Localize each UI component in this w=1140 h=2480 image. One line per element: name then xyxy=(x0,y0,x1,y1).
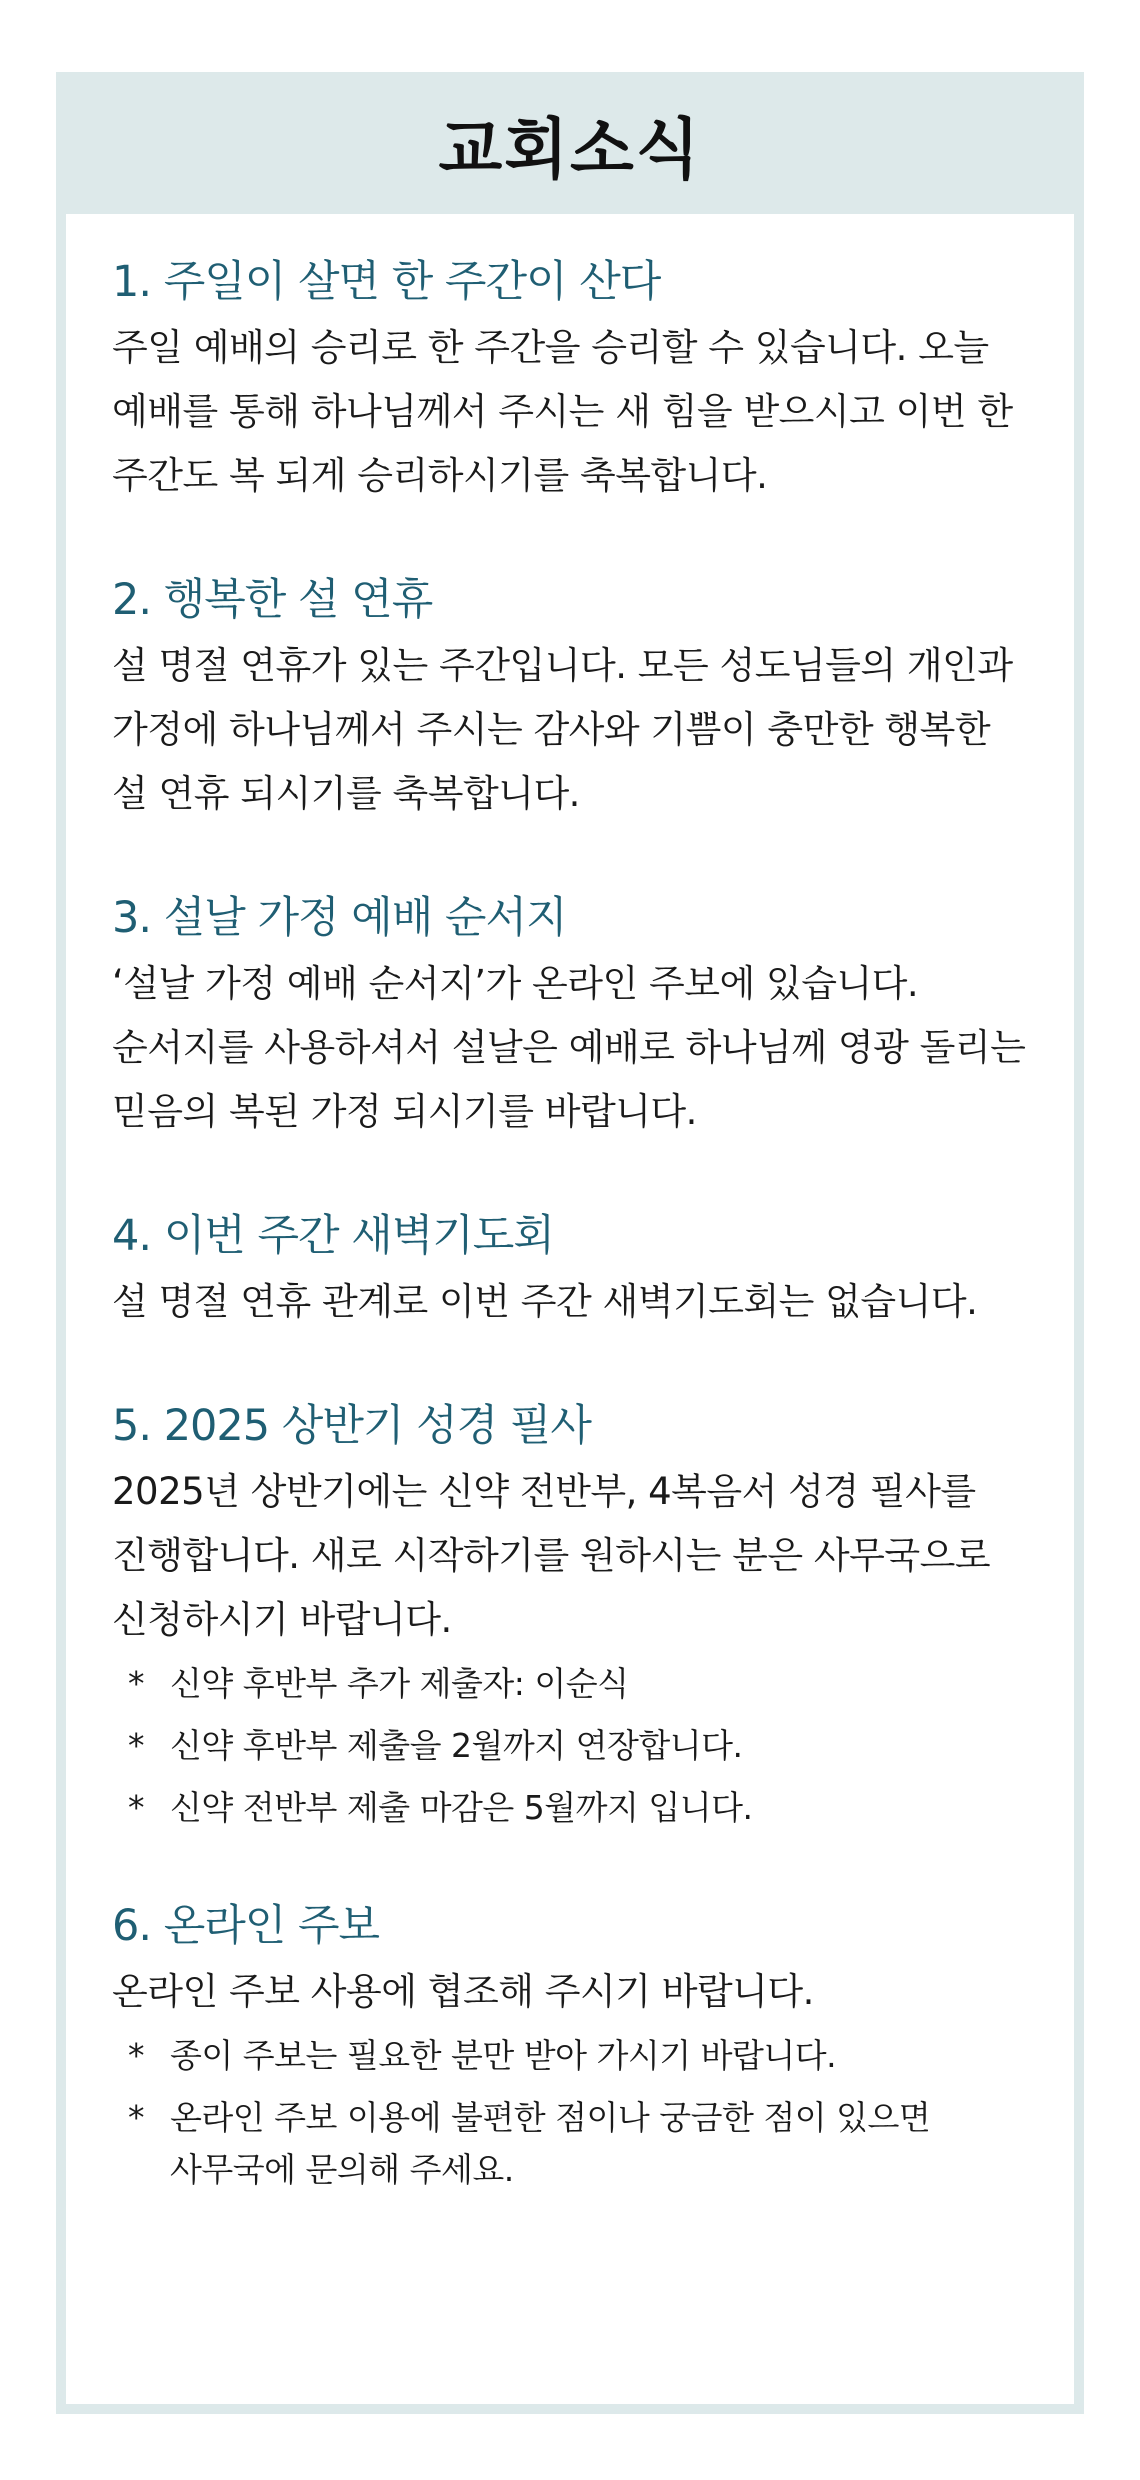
news-content xyxy=(66,214,1074,2404)
news-section-6 xyxy=(112,1894,1034,2196)
bullet-item xyxy=(112,1720,1034,1772)
asterisk-icon: * xyxy=(128,1664,144,1703)
page-title: 교회소식 xyxy=(438,110,702,188)
news-section-1 xyxy=(112,250,1034,508)
section-body: 주일 예배의 승리로 한 주간을 승리할 수 있습니다. 오늘 예배를 통해 하나님께서 주시는 새 힘을 받으시고 이번 한 주간도 복 되게 승리하시기를 축복합니다. xyxy=(112,326,1013,497)
news-section-4 xyxy=(112,1204,1034,1334)
bullet-list xyxy=(112,2030,1034,2196)
section-title: 6. 온라인 주보 xyxy=(112,1901,380,1951)
asterisk-icon: * xyxy=(128,1788,144,1827)
section-body: ‘설날 가정 예배 순서지’가 온라인 주보에 있습니다. 순서지를 사용하셔서 설날은 예배로 하나님께 영광 돌리는 믿음의 복된 가정 되시기를 바랍니다. xyxy=(112,962,1026,1133)
news-section-2 xyxy=(112,568,1034,826)
section-body: 설 명절 연휴가 있는 주간입니다. 모든 성도님들의 개인과 가정에 하나님께서 주시는 감사와 기쁨이 충만한 행복한 설 연휴 되시기를 축복합니다. xyxy=(112,644,1013,815)
asterisk-icon: * xyxy=(128,2098,144,2137)
asterisk-icon: * xyxy=(128,1726,144,1765)
section-title: 1. 주일이 살면 한 주간이 산다 xyxy=(112,257,661,307)
bullet-text: 신약 전반부 제출 마감은 5월까지 입니다. xyxy=(170,1788,753,1827)
section-title: 4. 이번 주간 새벽기도회 xyxy=(112,1211,554,1261)
section-title: 3. 설날 가정 예배 순서지 xyxy=(112,893,567,943)
bullet-text: 신약 후반부 추가 제출자: 이순식 xyxy=(170,1664,629,1703)
news-section-3 xyxy=(112,886,1034,1144)
bullet-item xyxy=(112,2030,1034,2082)
header xyxy=(56,72,1084,214)
section-body: 2025년 상반기에는 신약 전반부, 4복음서 성경 필사를 진행합니다. 새로 시작하기를 원하시는 분은 사무국으로 신청하시기 바랍니다. xyxy=(112,1470,991,1641)
section-title: 2. 행복한 설 연휴 xyxy=(112,575,433,625)
section-body: 설 명절 연휴 관계로 이번 주간 새벽기도회는 없습니다. xyxy=(112,1280,978,1323)
bullet-list xyxy=(112,1658,1034,1834)
bullet-item xyxy=(112,1782,1034,1834)
news-frame xyxy=(56,72,1084,2414)
section-title: 5. 2025 상반기 성경 필사 xyxy=(112,1401,591,1451)
bullet-text: 온라인 주보 이용에 불편한 점이나 궁금한 점이 있으면 사무국에 문의해 주세요. xyxy=(170,2098,931,2189)
bullet-text: 종이 주보는 필요한 분만 받아 가시기 바랍니다. xyxy=(170,2036,837,2075)
bullet-item xyxy=(112,2092,1034,2196)
bullet-text: 신약 후반부 제출을 2월까지 연장합니다. xyxy=(170,1726,743,1765)
section-body: 온라인 주보 사용에 협조해 주시기 바랍니다. xyxy=(112,1970,814,2013)
news-section-5 xyxy=(112,1394,1034,1834)
bullet-item xyxy=(112,1658,1034,1710)
asterisk-icon: * xyxy=(128,2036,144,2075)
